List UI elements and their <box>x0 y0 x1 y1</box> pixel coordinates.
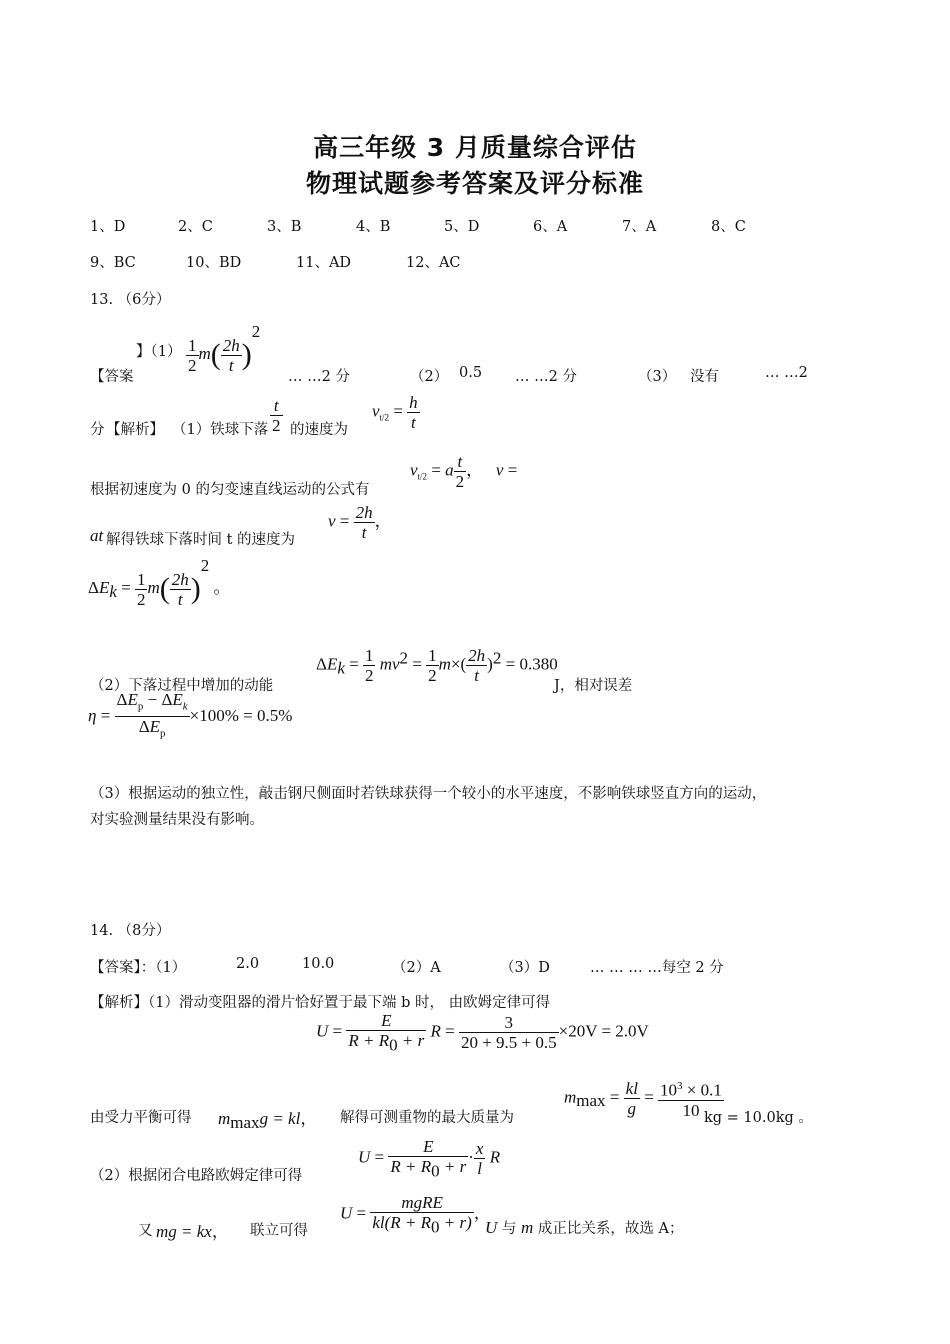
score-note: … …2 分 <box>288 369 350 385</box>
analysis-text: 对实验测量结果没有影响。 <box>90 812 264 828</box>
choice-answer: 4、B <box>356 219 391 235</box>
analysis-text: 联立可得 <box>250 1223 308 1239</box>
score-unit: 分 <box>90 422 105 438</box>
part-label: （2） <box>410 369 449 385</box>
mg-kx-eq: mg = kx <box>156 1222 212 1241</box>
analysis-text: 又 <box>138 1223 153 1239</box>
choice-answer: 9、BC <box>90 255 136 271</box>
analysis-text: 根据初速度为 0 的匀变速直线运动的公式有 <box>90 482 370 498</box>
formula-ohm: U = $\frac{E}{R + R_0 + r}$ R = $\frac{3}{20 + 9.5 + 0.5}$ ×20V = 2.0V <box>316 1011 649 1055</box>
voltage-value: 20V = 2.0V <box>568 1021 649 1041</box>
answer-value: 没有 <box>690 369 719 385</box>
score-note: … …2 <box>765 365 808 381</box>
analysis-text: kg = 10.0kg 。 <box>704 1110 813 1126</box>
analysis-text: 解得铁球下落时间 t 的速度为 <box>106 532 296 548</box>
q13-answer-bracket: 】（1） <box>136 344 182 360</box>
balance-eq: g = kl <box>259 1109 301 1128</box>
q14-heading: 14. （8分） <box>90 923 171 939</box>
q13-heading: 13. （6分） <box>90 292 171 308</box>
q13-answer-label: 【答案 <box>90 369 134 385</box>
analysis-text: （2）下落过程中增加的动能 <box>90 678 274 694</box>
formula-balance: $m_{max}g$ = kl， <box>218 1109 318 1132</box>
formula-v-2h: v = $\frac{2h}{t}$ ， <box>328 503 392 542</box>
analysis-label: 【解析】 <box>106 422 164 438</box>
analysis-text: （1）铁球下落 <box>172 422 269 438</box>
formula-eta: η = $\frac{\Delta E_p - \Delta E_k}{\Delta E_p}$ ×100% = 0.5% <box>88 690 293 740</box>
formula-mg-kx: mg = kx， <box>156 1222 229 1241</box>
analysis-text: 的速度为 <box>290 422 348 438</box>
kinetic-value: 0.380 <box>519 654 558 674</box>
score-note: … …2 分 <box>515 369 577 385</box>
eta-value: 100% = 0.5% <box>199 705 293 725</box>
formula-u-xl: U = $\frac{E}{R + R_0 + r}$ · $\frac{x}{l}$ R <box>358 1137 501 1181</box>
analysis-text: （2）根据闭合电路欧姆定律可得 <box>90 1168 303 1184</box>
choice-answer: 7、A <box>622 219 657 235</box>
conclusion-text-2: 成正比关系，故选 A； <box>537 1221 684 1237</box>
answer-value: 2.0 <box>236 956 260 972</box>
choice-answer: 12、AC <box>406 255 461 271</box>
choice-answer: 1、D <box>90 219 126 235</box>
page-title-line1: 高三年级 3 月质量综合评估 <box>313 133 637 162</box>
choice-answer: 6、A <box>533 219 568 235</box>
choice-answer: 2、C <box>178 219 213 235</box>
formula-v-at: $v_{t/2} = a$ $\frac{t}{2}$ ， v = <box>410 452 518 491</box>
choice-answer: 3、B <box>267 219 302 235</box>
conclusion: U 与 m 成正比关系，故选 A； <box>485 1218 684 1237</box>
choice-answer: 5、D <box>444 219 480 235</box>
q14-answer-label: 【答案】：（1） <box>90 960 187 976</box>
analysis-text: J，相对误差 <box>554 678 633 694</box>
formula-at: at <box>90 526 104 545</box>
page-title-line2: 物理试题参考答案及评分标准 <box>305 169 644 198</box>
analysis-text: （3）根据运动的独立性，敲击钢尺侧面时若铁球获得一个较小的水平速度，不影响铁球竖直方向的运动， <box>90 786 767 802</box>
formula-t-over-2: $\frac{t}{2}$ <box>272 396 281 435</box>
formula-kinetic: $\Delta E_k$ = $\frac{1}{2}$ $mv^2$ = $\frac{1}{2}$ m×( $\frac{2h}{t}$ )$^2$ = 0.380 <box>316 646 558 685</box>
formula-mmax: $m_{max}$ = $\frac{kl}{g}$ = $\frac{10^3 \times 0.1}{10}$ <box>564 1078 722 1120</box>
answer-value: （2）A <box>392 960 441 976</box>
analysis-text: 解得可测重物的最大质量为 <box>340 1110 514 1126</box>
choice-answer: 10、BD <box>186 255 242 271</box>
answer-value: 10.0 <box>302 956 335 972</box>
answer-value: （3）D <box>500 960 550 976</box>
analysis-text: 由受力平衡可得 <box>90 1110 192 1126</box>
part-label: （3） <box>638 369 677 385</box>
answer-value: 0.5 <box>459 365 483 381</box>
choice-answer: 8、C <box>711 219 746 235</box>
choice-answer: 11、AD <box>296 255 352 271</box>
formula-delta-ek: $\Delta E_k$ = $\frac{1}{2}$ m( $\frac{2h}{t}$ )$^2$ 。 <box>88 556 231 609</box>
conclusion-text: 与 <box>501 1221 517 1237</box>
score-note: … … … …每空 2 分 <box>590 960 724 976</box>
formula-v-half: $v_{t/2}$ = $\frac{h}{t}$ <box>372 393 418 432</box>
formula-u-mgre: U = $\frac{\text{mgRE}}{kl(R + R_0 + r)}$ ， <box>340 1193 491 1237</box>
analysis-text: 【解析】（1）滑动变阻器的滑片恰好置于最下端 b 时， 由欧姆定律可得 <box>90 995 551 1011</box>
q13-answer-formula: $\frac{1}{2}$ m( $\frac{2h}{t}$ )$^2$ <box>188 322 261 375</box>
